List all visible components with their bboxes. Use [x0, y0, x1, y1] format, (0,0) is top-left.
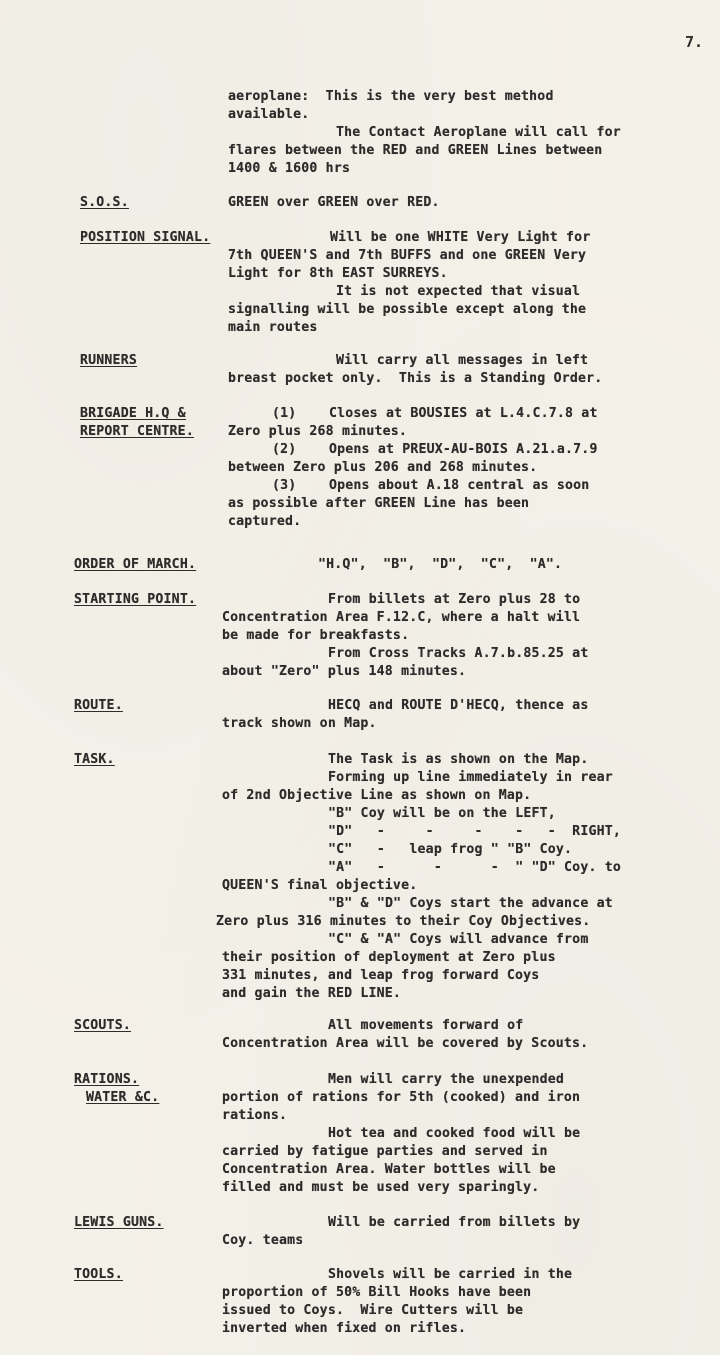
- body-line: From billets at Zero plus 28 to: [328, 592, 581, 607]
- section-heading: TASK.: [74, 752, 115, 767]
- body-line: Concentration Area will be covered by Scouts.: [222, 1036, 589, 1051]
- body-line: "B" & "D" Coys start the advance at: [328, 896, 613, 911]
- body-line: Will carry all messages in left: [336, 353, 589, 368]
- body-line: "D" - - - - - RIGHT,: [328, 824, 622, 839]
- body-line: inverted when fixed on rifles.: [222, 1321, 467, 1336]
- section-heading: RATIONS.: [74, 1072, 140, 1087]
- body-line: and gain the RED LINE.: [222, 986, 402, 1001]
- body-line: Zero plus 316 minutes to their Coy Objectives.: [216, 914, 591, 929]
- body-line: aeroplane: This is the very best method: [228, 89, 554, 104]
- body-line: portion of rations for 5th (cooked) and iron: [222, 1090, 581, 1105]
- page-number: 7.: [685, 33, 704, 51]
- body-line: main routes: [228, 320, 318, 335]
- section-heading: ROUTE.: [74, 698, 123, 713]
- section-heading: STARTING POINT.: [74, 592, 197, 607]
- body-line: Zero plus 268 minutes.: [228, 424, 408, 439]
- body-line: between Zero plus 206 and 268 minutes.: [228, 460, 538, 475]
- body-line: captured.: [228, 514, 302, 529]
- body-line: All movements forward of: [328, 1018, 524, 1033]
- body-line: be made for breakfasts.: [222, 628, 410, 643]
- section-heading: REPORT CENTRE.: [80, 424, 194, 439]
- body-line: "A" - - - " "D" Coy. to: [328, 860, 622, 875]
- body-line: "C" & "A" Coys will advance from: [328, 932, 589, 947]
- section-heading: S.O.S.: [80, 195, 129, 210]
- body-line: From Cross Tracks A.7.b.85.25 at: [328, 646, 589, 661]
- body-line: flares between the RED and GREEN Lines between: [228, 143, 603, 158]
- body-line: Coy. teams: [222, 1233, 304, 1248]
- section-heading: BRIGADE H.Q &: [80, 406, 186, 421]
- body-line: "C" - leap frog " "B" Coy.: [328, 842, 573, 857]
- body-line: The Task is as shown on the Map.: [328, 752, 589, 767]
- section-heading: LEWIS GUNS.: [74, 1215, 164, 1230]
- body-line: GREEN over GREEN over RED.: [228, 195, 440, 210]
- body-line: as possible after GREEN Line has been: [228, 496, 530, 511]
- body-line: signalling will be possible except along the: [228, 302, 587, 317]
- body-line: HECQ and ROUTE D'HECQ, thence as: [328, 698, 589, 713]
- body-line: "B" Coy will be on the LEFT,: [328, 806, 556, 821]
- body-line: 7th QUEEN'S and 7th BUFFS and one GREEN Very: [228, 248, 587, 263]
- body-line: 1400 & 1600 hrs: [228, 161, 351, 176]
- body-line: Concentration Area F.12.C, where a halt will: [222, 610, 581, 625]
- body-line: "H.Q", "B", "D", "C", "A".: [318, 557, 563, 572]
- body-line: Men will carry the unexpended: [328, 1072, 565, 1087]
- body-line: available.: [228, 107, 310, 122]
- body-line: filled and must be used very sparingly.: [222, 1180, 540, 1195]
- body-line: Light for 8th EAST SURREYS.: [228, 266, 448, 281]
- body-line: 331 minutes, and leap frog forward Coys: [222, 968, 540, 983]
- body-line: Hot tea and cooked food will be: [328, 1126, 581, 1141]
- body-line: of 2nd Objective Line as shown on Map.: [222, 788, 532, 803]
- body-line: breast pocket only. This is a Standing Order.: [228, 371, 603, 386]
- body-line: proportion of 50% Bill Hooks have been: [222, 1285, 532, 1300]
- section-heading: TOOLS.: [74, 1267, 123, 1282]
- body-line: (3) Opens about A.18 central as soon: [272, 478, 590, 493]
- body-line: The Contact Aeroplane will call for: [336, 125, 621, 140]
- body-line: Forming up line immediately in rear: [328, 770, 613, 785]
- body-line: It is not expected that visual: [336, 284, 581, 299]
- body-line: carried by fatigue parties and served in: [222, 1144, 548, 1159]
- body-line: about "Zero" plus 148 minutes.: [222, 664, 467, 679]
- body-line: Will be carried from billets by: [328, 1215, 581, 1230]
- body-line: issued to Coys. Wire Cutters will be: [222, 1303, 524, 1318]
- section-heading: POSITION SIGNAL.: [80, 230, 211, 245]
- section-heading: ORDER OF MARCH.: [74, 557, 197, 572]
- body-line: (1) Closes at BOUSIES at L.4.C.7.8 at: [272, 406, 598, 421]
- body-line: (2) Opens at PREUX-AU-BOIS A.21.a.7.9: [272, 442, 598, 457]
- section-heading: WATER &C.: [86, 1090, 160, 1105]
- section-heading: SCOUTS.: [74, 1018, 131, 1033]
- section-heading: RUNNERS: [80, 353, 137, 368]
- body-line: Shovels will be carried in the: [328, 1267, 573, 1282]
- body-line: Concentration Area. Water bottles will be: [222, 1162, 556, 1177]
- body-line: QUEEN'S final objective.: [222, 878, 418, 893]
- body-line: track shown on Map.: [222, 716, 377, 731]
- body-line: rations.: [222, 1108, 288, 1123]
- body-line: their position of deployment at Zero plus: [222, 950, 556, 965]
- body-line: Will be one WHITE Very Light for: [330, 230, 591, 245]
